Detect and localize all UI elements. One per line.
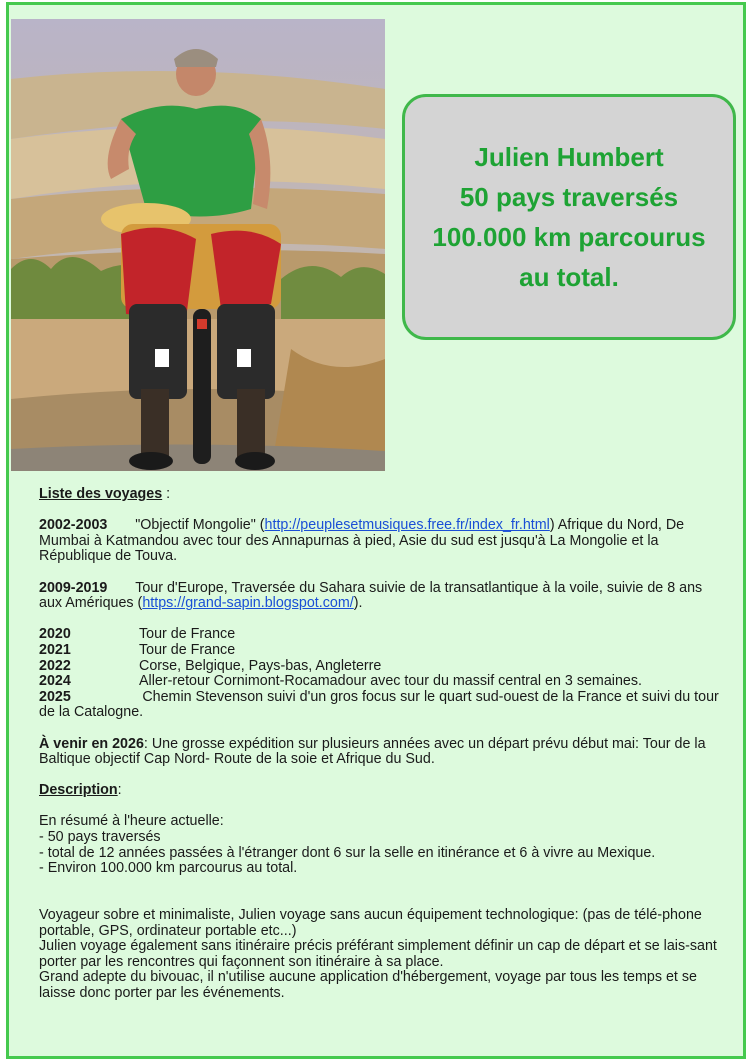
voyages-heading: [39, 487, 729, 503]
callout-total: au total.: [519, 262, 619, 292]
row-year: 2024: [39, 673, 71, 690]
row-year: 2025: [39, 688, 71, 705]
callout-distance: 100.000 km parcourus: [432, 222, 706, 252]
voyage-row: [39, 659, 729, 675]
description-heading: [39, 783, 729, 799]
summary-bullet: - 50 pays traversés: [39, 829, 161, 846]
voyage-link[interactable]: https://grand-sapin.blogspot.com/: [142, 595, 354, 612]
row-year: 2022: [39, 657, 71, 674]
summary-bullet: - Environ 100.000 km parcourus au total.: [39, 860, 298, 877]
voyage-years: 2002-2003: [39, 517, 108, 534]
voyage-row: [39, 627, 729, 643]
description-paragraph: Grand adepte du bivouac, il n'utilise aucune application d'hébergement, voyage par tous les temps et se laisse donc porter par les événements.: [39, 969, 697, 1001]
summary-intro: En résumé à l'heure actuelle:: [39, 813, 224, 830]
voyage-2002: [39, 518, 729, 565]
summary-bullet: - total de 12 années passées à l'étranger dont 6 sur la selle en itinérance et 6 à vivre au Mexique.: [39, 844, 656, 861]
voyage-text: ).: [353, 595, 363, 612]
voyages-title: Liste des voyages: [39, 486, 163, 502]
row-text: Tour de France: [139, 626, 236, 643]
cyclist-photo: [11, 19, 385, 471]
summary-callout: [402, 94, 736, 340]
row-text: Aller-retour Cornimont-Rocamadour avec tour du massif central en 3 semaines.: [139, 673, 642, 690]
upcoming-paragraph: [39, 737, 729, 768]
description-paragraph: Voyageur sobre et minimaliste, Julien voyage sans aucun équipement technologique: (pas de télé-phone portable, GPS, ordinateur portable etc...): [39, 907, 702, 939]
voyage-row: [39, 674, 729, 690]
row-text: Tour de France: [139, 641, 236, 658]
description-title: Description: [39, 782, 118, 799]
voyage-text: Tour d'Europe, Traversée du Sahara suivie de la transatlantique à la voile, suivie de 8 ans aux Amériques (: [39, 579, 703, 612]
upcoming-text: : Une grosse expédition sur plusieurs années avec un départ prévu début mai: Tour de la Baltique objectif Cap Nord- Route de la soie et Afrique du Sud.: [39, 735, 706, 768]
voyage-text: ) Afrique du Nord, De Mumbai à Katmandou avec tour des Annapurnas à pied, Asie du sud est jusqu'à La Mongolie et la République de Touva.: [39, 517, 685, 565]
flyer-page: [6, 2, 746, 1059]
main-content: [39, 487, 729, 1002]
voyage-link[interactable]: http://peuplesetmusiques.free.fr/index_fr.html: [264, 517, 550, 534]
row-year: 2021: [39, 641, 71, 658]
voyage-row-wrapped: [39, 690, 729, 721]
row-text: Chemin Stevenson suivi d'un gros focus sur le quart sud-ouest de la France et suivi du tour de la Catalogne.: [39, 688, 719, 721]
callout-name: Julien Humbert: [474, 142, 664, 172]
description-title-suffix: :: [117, 782, 122, 799]
voyages-title-suffix: :: [162, 486, 171, 502]
description-paragraph: Julien voyage également sans itinéraire précis préférant simplement définir un cap de départ et se lais-sant porter par les rencontres qui façonnent son itinéraire à sa place.: [39, 938, 717, 970]
upcoming-label: À venir en 2026: [39, 735, 144, 752]
voyage-text: "Objectif Mongolie" (: [135, 517, 265, 534]
row-text: Corse, Belgique, Pays-bas, Angleterre: [139, 657, 382, 674]
voyage-rows: [39, 627, 729, 721]
callout-countries: 50 pays traversés: [459, 182, 679, 212]
voyage-row: [39, 643, 729, 659]
row-year: 2020: [39, 626, 71, 643]
voyage-years: 2009-2019: [39, 579, 108, 596]
voyage-2009: [39, 581, 729, 612]
